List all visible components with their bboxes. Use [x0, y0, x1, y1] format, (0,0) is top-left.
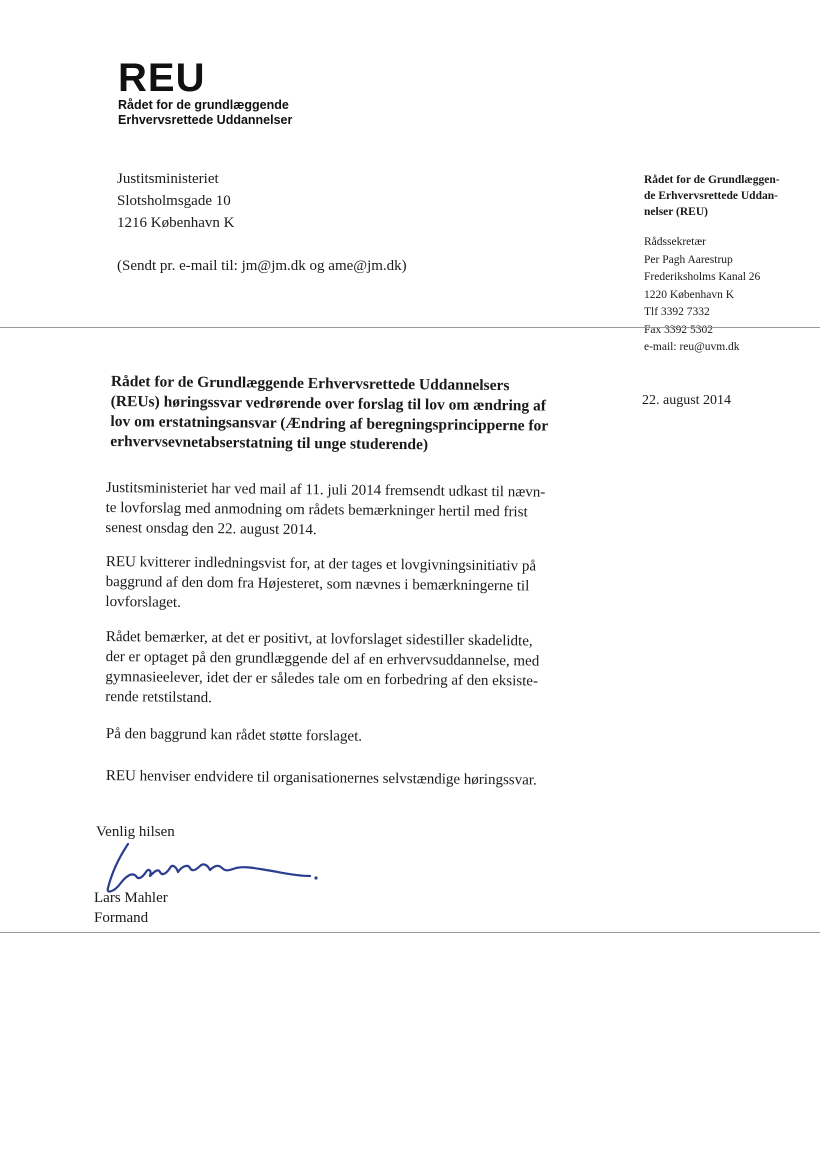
letterhead-logo: REU — [118, 56, 206, 100]
recipient-street: Slotsholmsgade 10 — [117, 193, 231, 209]
signer-name: Lars Mahler — [94, 890, 168, 906]
sender-street: Frederiksholms Kanal 26 — [644, 271, 761, 283]
scan-divider-bottom — [0, 932, 820, 933]
sender-org-line-2: de Erhvervsrettede Uddan- — [644, 190, 778, 202]
paragraph-2-line-1: REU kvitterer indledningsvist for, at der tages et lovgivningsinitiativ på — [105, 553, 537, 575]
paragraph-1-line-2: te lovforslag med anmodning om rådets bemærkninger hertil med frist — [105, 499, 528, 521]
paragraph-3-line-2: der er optaget på den grundlæggende del af en erhvervsuddannelse, med — [105, 648, 540, 670]
subject-line-1: Rådet for de Grundlæggende Erhvervsrettede Uddannelsers — [110, 372, 510, 395]
paragraph-3-line-1: Rådet bemærker, at det er positivt, at lovforslaget sidestiller skadelidte, — [105, 628, 533, 650]
paragraph-1-line-1: Justitsministeriet har ved mail af 11. juli 2014 fremsendt udkast til nævn- — [105, 479, 546, 501]
sender-info — [644, 172, 816, 357]
subject-line-4: erhvervsevnetabserstatning til unge studerende) — [110, 432, 429, 454]
letter-subject — [110, 372, 581, 457]
sender-org-line-1: Rådet for de Grundlæggen- — [644, 174, 780, 186]
paragraph-1 — [105, 478, 576, 543]
sent-note: (Sendt pr. e-mail til: jm@jm.dk og ame@jm.dk) — [117, 258, 407, 274]
subject-line-2: (REUs) høringssvar vedrørende over forslag til lov om ændring af — [110, 392, 547, 415]
closing-greeting: Venlig hilsen — [96, 824, 175, 840]
scan-divider-top — [0, 327, 820, 328]
paragraph-3-line-4: rende retstilstand. — [105, 688, 212, 707]
letterhead-org-name — [118, 98, 292, 128]
letterhead-line-1: Rådet for de grundlæggende — [118, 98, 289, 112]
signer-title: Formand — [94, 910, 149, 926]
paragraph-4: På den baggrund kan rådet støtte forslaget. — [105, 725, 363, 745]
sender-phone: Tlf 3392 7332 — [644, 306, 710, 318]
sender-org — [644, 172, 816, 220]
signature-dot — [314, 876, 317, 879]
sender-fax: Fax 3392 5302 — [644, 323, 713, 336]
letter-date: 22. august 2014 — [642, 393, 732, 408]
recipient-city: 1216 København K — [117, 215, 235, 231]
letterhead-line-2: Erhvervsrettede Uddannelser — [118, 113, 293, 127]
sender-org-line-3: nelser (REU) — [644, 206, 708, 218]
subject-line-3: lov om erstatningsansvar (Ændring af beregningsprincipperne for — [110, 412, 549, 435]
sender-email: e-mail: reu@uvm.dk — [644, 341, 740, 353]
sender-name: Per Pagh Aarestrup — [644, 253, 733, 266]
paragraph-2-line-3: lovforslaget. — [105, 593, 181, 611]
paragraph-2 — [105, 552, 576, 617]
signature-stroke — [108, 844, 310, 891]
recipient-name: Justitsministeriet — [117, 171, 219, 187]
paragraph-1-line-3: senest onsdag den 22. august 2014. — [105, 519, 317, 539]
recipient-address — [117, 168, 234, 234]
paragraph-3 — [105, 627, 576, 712]
signer-block — [94, 888, 168, 928]
sender-role: Rådssekretær — [644, 236, 706, 248]
paragraph-5: REU henviser endvidere til organisationernes selvstændige høringssvar. — [105, 767, 537, 789]
paragraph-2-line-2: baggrund af den dom fra Højesteret, som nævnes i bemærkningerne til — [105, 573, 530, 595]
paragraph-3-line-3: gymnasieelever, idet der er således tale om en forbedring af den eksiste- — [105, 668, 539, 690]
sender-contact — [644, 234, 816, 357]
sender-city: 1220 København K — [644, 288, 735, 301]
